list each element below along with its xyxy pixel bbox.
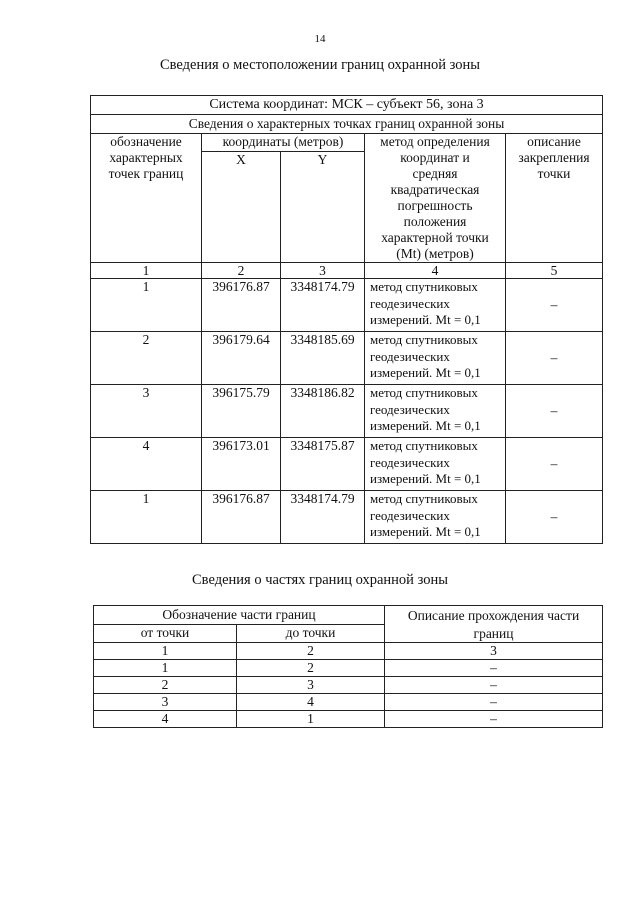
y-coordinate: 3348174.79 bbox=[281, 279, 365, 332]
y-coordinate: 3348174.79 bbox=[281, 491, 365, 544]
parts-designation-header: Обозначение части границ bbox=[94, 606, 385, 625]
method-cell bbox=[365, 438, 506, 491]
passage-description: – bbox=[385, 711, 603, 728]
header-line: точки bbox=[537, 166, 571, 181]
header-line: положения bbox=[403, 214, 467, 229]
table-row bbox=[94, 711, 603, 728]
method-line: измерений. Mt = 0,1 bbox=[370, 365, 481, 380]
x-coordinate: 396176.87 bbox=[202, 491, 281, 544]
boundary-parts-table bbox=[93, 605, 603, 728]
table-row bbox=[94, 677, 603, 694]
fixing-description: – bbox=[506, 332, 603, 385]
method-line: метод спутниковых bbox=[370, 491, 478, 506]
fixing-description: – bbox=[506, 385, 603, 438]
x-header: X bbox=[202, 152, 281, 263]
page-number: 14 bbox=[314, 33, 326, 45]
column-number: 4 bbox=[365, 263, 506, 279]
table-row bbox=[94, 660, 603, 677]
column-number: 5 bbox=[506, 263, 603, 279]
y-coordinate: 3348186.82 bbox=[281, 385, 365, 438]
section-heading-location: Сведения о местоположении границ охранной зоны bbox=[159, 57, 480, 73]
header-line: обозначение bbox=[110, 134, 182, 149]
fixing-description: – bbox=[506, 491, 603, 544]
header-line: средняя bbox=[412, 166, 458, 181]
header-line: закрепления bbox=[518, 150, 590, 165]
header-line: описание bbox=[527, 134, 581, 149]
header-line: границ bbox=[473, 626, 514, 641]
table-row bbox=[91, 438, 603, 491]
x-coordinate: 396175.79 bbox=[202, 385, 281, 438]
fixing-description: – bbox=[506, 279, 603, 332]
x-coordinate: 396179.64 bbox=[202, 332, 281, 385]
header-line: характерной точки bbox=[381, 230, 489, 245]
header-line: координат и bbox=[400, 150, 470, 165]
method-line: измерений. Mt = 0,1 bbox=[370, 524, 481, 539]
point-number: 1 bbox=[91, 491, 202, 544]
boundary-points-table bbox=[90, 95, 603, 544]
method-cell bbox=[365, 332, 506, 385]
header-line: (Mt) (метров) bbox=[396, 246, 474, 261]
column-number: 1 bbox=[91, 263, 202, 279]
method-line: метод спутниковых bbox=[370, 332, 478, 347]
from-point-header: от точки bbox=[94, 625, 237, 643]
method-line: геодезических bbox=[370, 295, 450, 311]
point-number: 2 bbox=[91, 332, 202, 385]
header-line: квадратическая bbox=[390, 182, 480, 197]
x-coordinate: 396176.87 bbox=[202, 279, 281, 332]
method-line: метод спутниковых bbox=[370, 438, 478, 453]
point-number: 1 bbox=[91, 279, 202, 332]
column-number: 2 bbox=[237, 643, 385, 660]
method-line: геодезических bbox=[370, 454, 450, 470]
description-header bbox=[506, 134, 603, 263]
section-heading-parts: Сведения о частях границ охранной зоны bbox=[192, 572, 448, 588]
method-cell bbox=[365, 385, 506, 438]
method-line: метод спутниковых bbox=[370, 385, 478, 400]
method-line: геодезических bbox=[370, 401, 450, 417]
points-subtitle-header: Сведения о характерных точках границ охранной зоны bbox=[91, 115, 603, 134]
method-line: геодезических bbox=[370, 348, 450, 364]
fixing-description: – bbox=[506, 438, 603, 491]
table-row bbox=[94, 694, 603, 711]
from-point: 4 bbox=[94, 711, 237, 728]
y-header: Y bbox=[281, 152, 365, 263]
passage-description: – bbox=[385, 660, 603, 677]
point-number: 4 bbox=[91, 438, 202, 491]
to-point: 1 bbox=[237, 711, 385, 728]
point-designation-header bbox=[91, 134, 202, 263]
x-coordinate: 396173.01 bbox=[202, 438, 281, 491]
method-line: измерений. Mt = 0,1 bbox=[370, 312, 481, 327]
table-row bbox=[91, 491, 603, 544]
column-number: 3 bbox=[281, 263, 365, 279]
header-line: погрешность bbox=[397, 198, 473, 213]
column-number: 1 bbox=[94, 643, 237, 660]
coordinate-system-header: Система координат: МСК – субъект 56, зона 3 bbox=[91, 96, 603, 115]
y-coordinate: 3348175.87 bbox=[281, 438, 365, 491]
y-coordinate: 3348185.69 bbox=[281, 332, 365, 385]
method-cell bbox=[365, 491, 506, 544]
to-point: 2 bbox=[237, 660, 385, 677]
from-point: 2 bbox=[94, 677, 237, 694]
table-row bbox=[91, 279, 603, 332]
point-number: 3 bbox=[91, 385, 202, 438]
header-line: Описание прохождения части bbox=[407, 608, 580, 623]
column-number: 2 bbox=[202, 263, 281, 279]
passage-description: – bbox=[385, 677, 603, 694]
passage-description-header bbox=[385, 606, 603, 643]
header-line: характерных bbox=[109, 150, 183, 165]
method-line: измерений. Mt = 0,1 bbox=[370, 418, 481, 433]
header-line: точек границ bbox=[108, 166, 184, 181]
coordinates-header: координаты (метров) bbox=[202, 134, 365, 152]
method-cell bbox=[365, 279, 506, 332]
to-point: 3 bbox=[237, 677, 385, 694]
table-row bbox=[91, 332, 603, 385]
method-line: геодезических bbox=[370, 507, 450, 523]
method-line: метод спутниковых bbox=[370, 279, 478, 294]
table-row bbox=[91, 385, 603, 438]
to-point-header: до точки bbox=[237, 625, 385, 643]
passage-description: – bbox=[385, 694, 603, 711]
method-header bbox=[365, 134, 506, 263]
from-point: 3 bbox=[94, 694, 237, 711]
to-point: 4 bbox=[237, 694, 385, 711]
column-number: 3 bbox=[385, 643, 603, 660]
header-line: метод определения bbox=[380, 134, 490, 149]
from-point: 1 bbox=[94, 660, 237, 677]
method-line: измерений. Mt = 0,1 bbox=[370, 471, 481, 486]
